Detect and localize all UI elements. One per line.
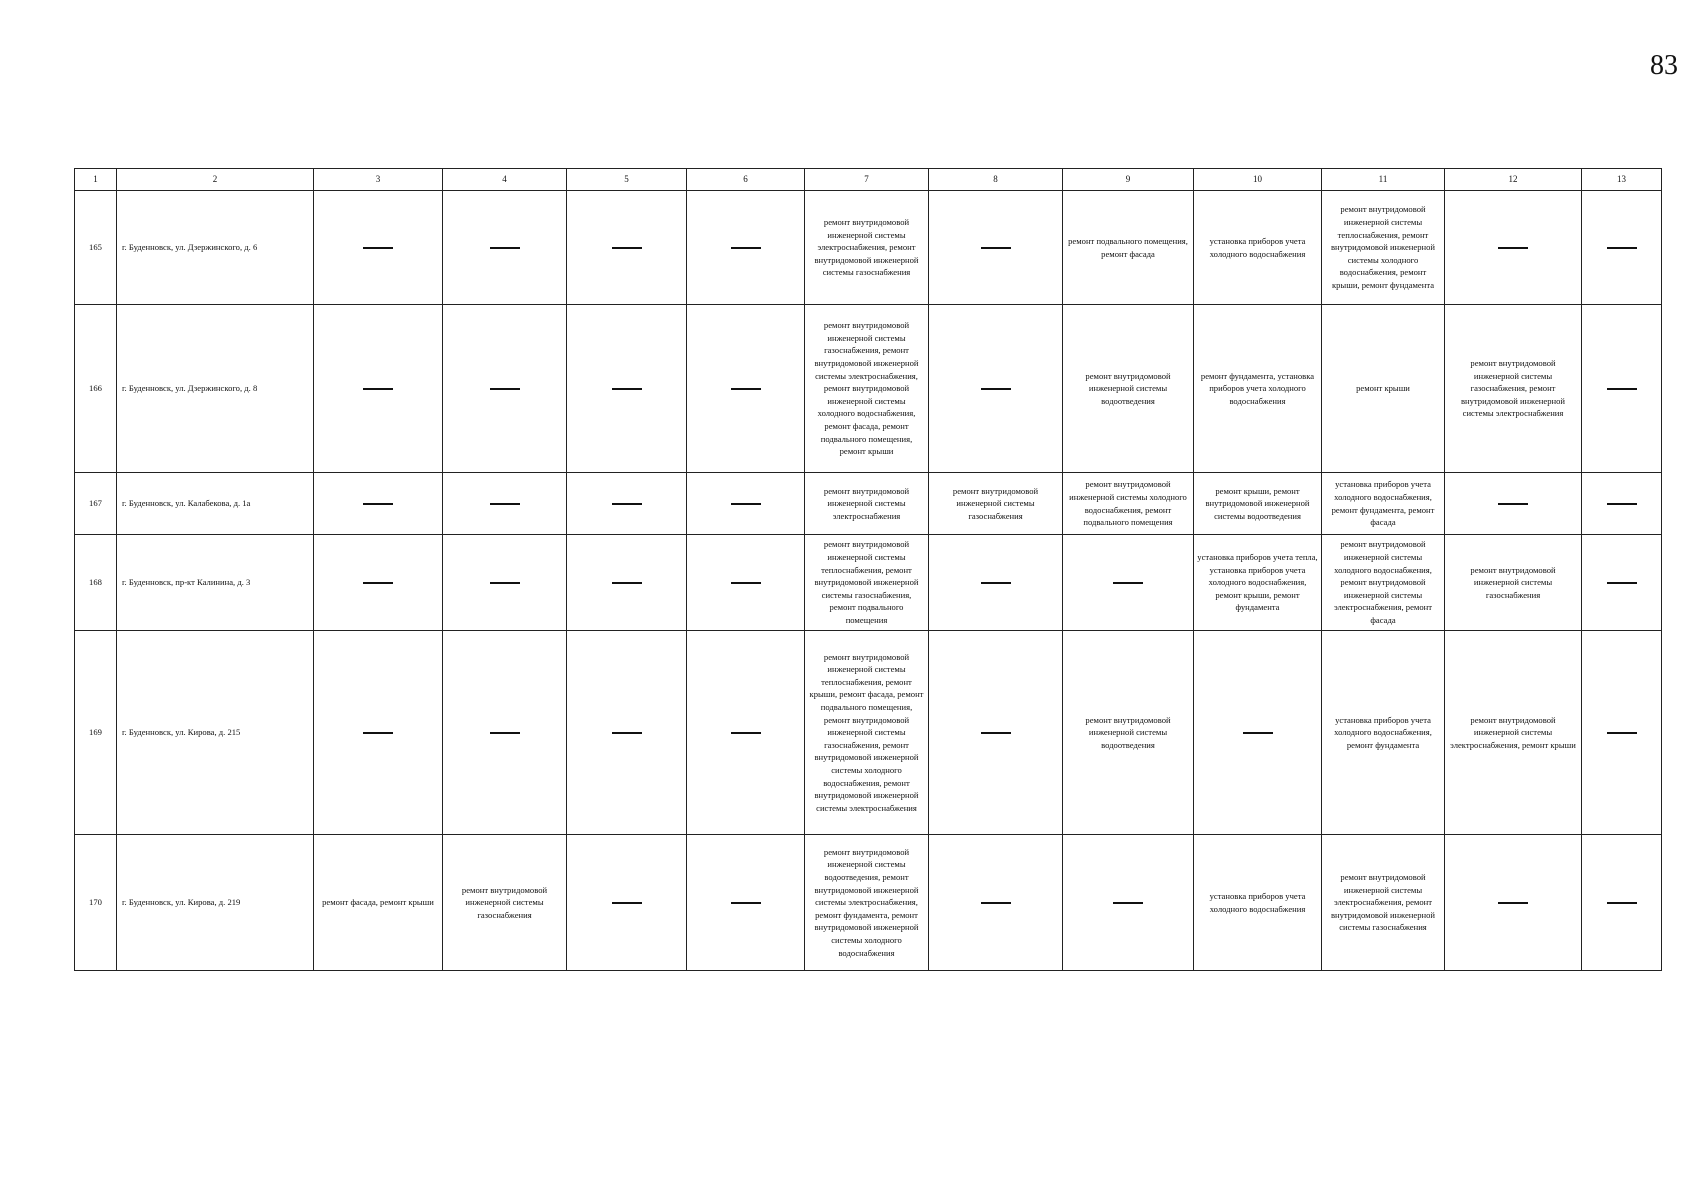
empty-dash [981, 732, 1011, 734]
work-cell-10 [1194, 473, 1322, 535]
empty-dash [731, 247, 761, 249]
address-cell [117, 631, 314, 835]
work-cell-3 [314, 191, 443, 305]
cell-text: г. Буденновск, ул. Кирова, д. 219 [122, 897, 241, 908]
column-number: 3 [314, 169, 443, 191]
cell-text: ремонт внутридомовой инженерной системы газоснабжения [1470, 564, 1556, 600]
cell-text: ремонт внутридомовой инженерной системы теплоснабжения, ремонт внутридомовой инженерной системы газоснабжения, ремонт подвального помещения [814, 539, 919, 625]
work-cell-13 [1582, 305, 1662, 473]
empty-dash [363, 582, 393, 584]
work-cell-9 [1063, 305, 1194, 473]
empty-dash [1607, 902, 1637, 904]
work-cell-9 [1063, 835, 1194, 971]
table-row [75, 473, 1662, 535]
column-number: 4 [443, 169, 567, 191]
work-cell-4 [443, 191, 567, 305]
empty-dash [490, 388, 520, 390]
work-cell-9 [1063, 631, 1194, 835]
empty-dash [981, 582, 1011, 584]
empty-dash [981, 902, 1011, 904]
cell-text: ремонт фундамента, установка приборов учета холодного водоснабжения [1200, 370, 1315, 406]
cell-text: ремонт внутридомовой инженерной системы газоснабжения [952, 485, 1039, 521]
work-cell-12 [1445, 473, 1582, 535]
empty-dash [981, 388, 1011, 390]
work-cell-4 [443, 835, 567, 971]
empty-dash [1607, 732, 1637, 734]
work-cell-10 [1194, 631, 1322, 835]
cell-text: 169 [89, 727, 102, 738]
empty-dash [731, 388, 761, 390]
work-cell-13 [1582, 473, 1662, 535]
empty-dash [1113, 582, 1143, 584]
cell-text: г. Буденновск, пр-кт Калинина, д. 3 [122, 577, 251, 588]
cell-text: ремонт внутридомовой инженерной системы водоотведения [1085, 370, 1171, 406]
work-cell-10 [1194, 835, 1322, 971]
column-number: 10 [1194, 169, 1322, 191]
work-cell-4 [443, 535, 567, 631]
work-cell-9 [1063, 535, 1194, 631]
address-cell [117, 191, 314, 305]
column-number: 11 [1322, 169, 1445, 191]
row-number-cell [75, 473, 117, 535]
cell-text: ремонт подвального помещения, ремонт фасада [1068, 235, 1188, 259]
work-cell-8 [929, 631, 1063, 835]
cell-text: ремонт внутридомовой инженерной системы холодного водоснабжения, ремонт внутридомовой инженерной системы электроснабжения, ремонт фасада [1333, 539, 1433, 625]
work-cell-6 [687, 535, 805, 631]
empty-dash [1607, 388, 1637, 390]
work-cell-11 [1322, 305, 1445, 473]
work-cell-12 [1445, 631, 1582, 835]
cell-text: ремонт внутридомовой инженерной системы холодного водоснабжения, ремонт подвального помещения [1069, 479, 1187, 528]
work-cell-7 [805, 631, 929, 835]
work-cell-10 [1194, 191, 1322, 305]
address-cell [117, 535, 314, 631]
work-cell-5 [567, 835, 687, 971]
empty-dash [731, 902, 761, 904]
cell-text: 168 [89, 577, 102, 588]
empty-dash [981, 247, 1011, 249]
address-cell [117, 835, 314, 971]
cell-text: ремонт внутридомовой инженерной системы газоснабжения [461, 884, 548, 920]
table-body [75, 191, 1662, 971]
work-cell-5 [567, 473, 687, 535]
cell-text: установка приборов учета тепла, установка приборов учета холодного водоснабжения, ремонт крыши, ремонт фундамента [1197, 552, 1318, 613]
page-number: 83 [1650, 50, 1678, 81]
work-cell-5 [567, 191, 687, 305]
empty-dash [1607, 247, 1637, 249]
column-number: 6 [687, 169, 805, 191]
work-cell-8 [929, 305, 1063, 473]
row-number-cell [75, 305, 117, 473]
work-cell-13 [1582, 191, 1662, 305]
empty-dash [612, 247, 642, 249]
cell-text: 166 [89, 383, 102, 394]
work-cell-11 [1322, 631, 1445, 835]
column-number: 13 [1582, 169, 1662, 191]
work-cell-5 [567, 631, 687, 835]
work-cell-11 [1322, 191, 1445, 305]
column-number-row [75, 169, 1662, 191]
work-cell-7 [805, 191, 929, 305]
work-cell-3 [314, 305, 443, 473]
work-cell-8 [929, 191, 1063, 305]
work-cell-13 [1582, 535, 1662, 631]
work-cell-4 [443, 473, 567, 535]
cell-text: ремонт внутридомовой инженерной системы электроснабжения [823, 485, 910, 521]
cell-text: установка приборов учета холодного водоснабжения, ремонт фундамента, ремонт фасада [1331, 479, 1435, 528]
cell-text: ремонт внутридомовой инженерной системы газоснабжения, ремонт внутридомовой инженерной системы электроснабжения, ремонт внутридомовой инженерной системы холодного водоснабжения, ремонт фасада, ремонт подвального помещения, ремонт крыши [814, 320, 919, 457]
work-cell-7 [805, 835, 929, 971]
cell-text: г. Буденновск, ул. Дзержинского, д. 8 [122, 383, 258, 394]
cell-text: ремонт внутридомовой инженерной системы газоснабжения, ремонт внутридомовой инженерной системы электроснабжения [1460, 358, 1566, 419]
table-row [75, 835, 1662, 971]
table-row [75, 191, 1662, 305]
cell-text: г. Буденновск, ул. Кирова, д. 215 [122, 727, 241, 738]
cell-text: 170 [89, 897, 102, 908]
column-number: 7 [805, 169, 929, 191]
empty-dash [1113, 902, 1143, 904]
cell-text: ремонт внутридомовой инженерной системы водоотведения [1085, 714, 1171, 750]
empty-dash [731, 582, 761, 584]
cell-text: г. Буденновск, ул. Дзержинского, д. 6 [122, 242, 258, 253]
empty-dash [1498, 247, 1528, 249]
work-cell-4 [443, 305, 567, 473]
table-row [75, 305, 1662, 473]
cell-text: 167 [89, 498, 102, 509]
empty-dash [490, 503, 520, 505]
work-cell-7 [805, 473, 929, 535]
cell-text: установка приборов учета холодного водоснабжения [1209, 890, 1306, 914]
column-number: 5 [567, 169, 687, 191]
work-cell-8 [929, 835, 1063, 971]
empty-dash [363, 247, 393, 249]
empty-dash [731, 732, 761, 734]
cell-text: 165 [89, 242, 102, 253]
row-number-cell [75, 835, 117, 971]
cell-text: ремонт внутридомовой инженерной системы теплоснабжения, ремонт внутридомовой инженерной системы холодного водоснабжения, ремонт крыши, ремонт фундамента [1330, 204, 1436, 290]
cell-text: установка приборов учета холодного водоснабжения [1209, 235, 1306, 259]
work-cell-6 [687, 835, 805, 971]
empty-dash [612, 732, 642, 734]
work-cell-6 [687, 473, 805, 535]
empty-dash [612, 902, 642, 904]
table-row [75, 535, 1662, 631]
column-number: 2 [117, 169, 314, 191]
empty-dash [612, 582, 642, 584]
work-cell-7 [805, 535, 929, 631]
work-cell-10 [1194, 535, 1322, 631]
empty-dash [490, 582, 520, 584]
column-number: 1 [75, 169, 117, 191]
cell-text: установка приборов учета холодного водоснабжения, ремонт фундамента [1334, 714, 1432, 750]
empty-dash [612, 503, 642, 505]
column-number: 8 [929, 169, 1063, 191]
work-cell-12 [1445, 191, 1582, 305]
empty-dash [612, 388, 642, 390]
address-cell [117, 305, 314, 473]
work-cell-12 [1445, 305, 1582, 473]
cell-text: ремонт внутридомовой инженерной системы водоотведения, ремонт внутридомовой инженерной системы электроснабжения, ремонт фундамента, ремонт внутридомовой инженерной системы холодного водоснабжения [814, 846, 919, 958]
cell-text: г. Буденновск, ул. Калабекова, д. 1а [122, 498, 251, 509]
repair-schedule-table [74, 168, 1662, 971]
work-cell-12 [1445, 535, 1582, 631]
cell-text: ремонт внутридомовой инженерной системы электроснабжения, ремонт крыши [1450, 714, 1576, 750]
row-number-cell [75, 535, 117, 631]
row-number-cell [75, 631, 117, 835]
work-cell-3 [314, 631, 443, 835]
cell-text: ремонт внутридомовой инженерной системы электроснабжения, ремонт внутридомовой инженерной системы газоснабжения [814, 217, 919, 278]
work-cell-4 [443, 631, 567, 835]
table-row [75, 631, 1662, 835]
work-cell-3 [314, 835, 443, 971]
work-cell-3 [314, 473, 443, 535]
cell-text: ремонт крыши, ремонт внутридомовой инженерной системы водоотведения [1205, 485, 1310, 521]
empty-dash [490, 732, 520, 734]
work-cell-13 [1582, 631, 1662, 835]
row-number-cell [75, 191, 117, 305]
work-cell-5 [567, 305, 687, 473]
work-cell-9 [1063, 473, 1194, 535]
empty-dash [1243, 732, 1273, 734]
cell-text: ремонт крыши [1356, 383, 1410, 394]
column-number: 9 [1063, 169, 1194, 191]
work-cell-11 [1322, 535, 1445, 631]
empty-dash [1498, 503, 1528, 505]
address-cell [117, 473, 314, 535]
work-cell-3 [314, 535, 443, 631]
work-cell-11 [1322, 473, 1445, 535]
work-cell-6 [687, 305, 805, 473]
work-cell-8 [929, 535, 1063, 631]
work-cell-13 [1582, 835, 1662, 971]
empty-dash [363, 732, 393, 734]
work-cell-12 [1445, 835, 1582, 971]
work-cell-10 [1194, 305, 1322, 473]
work-cell-7 [805, 305, 929, 473]
work-cell-9 [1063, 191, 1194, 305]
empty-dash [363, 503, 393, 505]
work-cell-5 [567, 535, 687, 631]
cell-text: ремонт фасада, ремонт крыши [322, 897, 434, 908]
work-cell-6 [687, 191, 805, 305]
empty-dash [1607, 582, 1637, 584]
empty-dash [1607, 503, 1637, 505]
empty-dash [1498, 902, 1528, 904]
empty-dash [490, 247, 520, 249]
column-number: 12 [1445, 169, 1582, 191]
cell-text: ремонт внутридомовой инженерной системы теплоснабжения, ремонт крыши, ремонт фасада, ремонт подвального помещения, ремонт внутридомовой инженерной системы газоснабжения, ремонт внутридомовой инженерной системы холодного водоснабжения, ремонт внутридомовой инженерной системы электроснабжения [809, 651, 924, 813]
work-cell-6 [687, 631, 805, 835]
empty-dash [731, 503, 761, 505]
work-cell-8 [929, 473, 1063, 535]
work-cell-11 [1322, 835, 1445, 971]
empty-dash [363, 388, 393, 390]
cell-text: ремонт внутридомовой инженерной системы электроснабжения, ремонт внутридомовой инженерной системы газоснабжения [1330, 872, 1436, 933]
